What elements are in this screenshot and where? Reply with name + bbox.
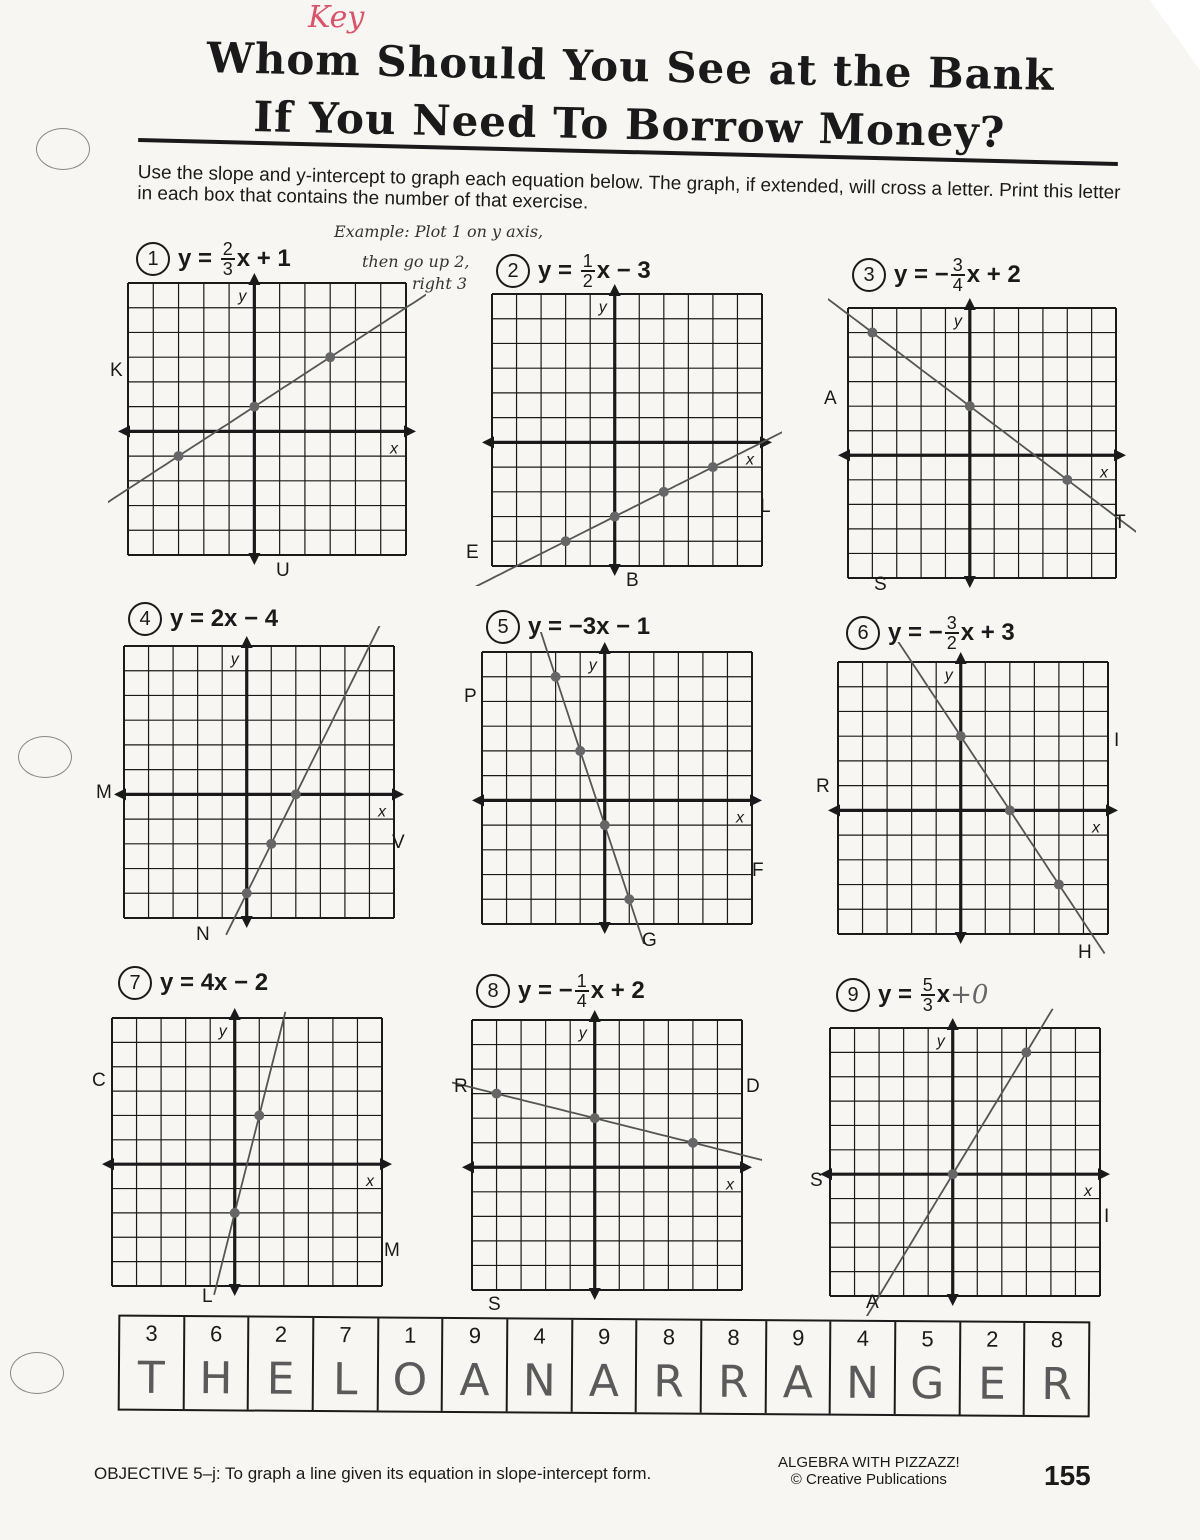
plotted-point (956, 731, 966, 741)
coordinate-grid-7 (92, 998, 402, 1306)
y-axis-arrow (609, 284, 621, 296)
exercise-number: 7 (118, 966, 152, 1000)
publisher-line-1: ALGEBRA WITH PIZZAZZ! (778, 1454, 960, 1471)
fraction-denominator: 2 (946, 633, 957, 653)
answer-box[interactable] (378, 1318, 443, 1410)
torn-corner (1150, 0, 1200, 70)
x-axis-label: x (1092, 819, 1100, 837)
exercise-number: 1 (136, 242, 170, 276)
plotted-point (1054, 880, 1064, 890)
answer-box-number: 5 (921, 1326, 934, 1352)
fraction-denominator: 4 (952, 275, 963, 295)
plotted-point (242, 888, 252, 898)
answer-box[interactable] (702, 1321, 767, 1413)
x-axis-arrow (118, 425, 130, 437)
plotted-point (867, 328, 877, 338)
answer-box[interactable] (572, 1320, 637, 1412)
y-axis-arrow (964, 298, 976, 310)
page-number: 155 (1044, 1460, 1091, 1491)
handwritten-example-line3: right 3 (412, 274, 468, 293)
answer-strip (118, 1315, 1091, 1418)
answer-box-number: 2 (274, 1321, 288, 1347)
y-axis-arrow (599, 642, 611, 654)
answer-box-letter: T (137, 1352, 165, 1404)
y-axis-arrow (241, 916, 253, 928)
instructions: Use the slope and y-intercept to graph each equation below. The graph, if extended, will cross a letter. Print this letter in each box that contains the number of that exercise. (137, 162, 1121, 214)
fraction-numerator: 5 (922, 975, 933, 995)
plotted-point (610, 512, 620, 522)
x-axis-label: x (390, 440, 398, 458)
y-axis-arrow (947, 1018, 959, 1030)
graph-letter: K (110, 360, 123, 381)
fraction-numerator: 1 (576, 971, 587, 991)
graphed-line (474, 428, 783, 587)
x-axis-arrow (462, 1161, 474, 1173)
exercise-number: 9 (836, 978, 870, 1012)
equation-rhs: x + 3 (960, 619, 1015, 646)
answer-box-letter: R (653, 1356, 685, 1408)
answer-box-number: 8 (1050, 1327, 1064, 1353)
graphed-line (108, 288, 426, 509)
answer-box-letter: A (782, 1357, 814, 1409)
plotted-point (561, 536, 571, 546)
equation-lhs: y = (178, 245, 219, 272)
fraction-numerator: 2 (222, 239, 233, 259)
graph-letter: B (626, 570, 639, 591)
answer-box-number: 7 (339, 1322, 352, 1348)
x-axis-arrow (1098, 1168, 1110, 1180)
exercise-number: 6 (846, 616, 880, 650)
plotted-point (492, 1089, 502, 1099)
answer-box-letter: E (977, 1358, 1007, 1410)
x-axis-arrow (380, 1158, 392, 1170)
answer-box-number: 9 (598, 1323, 611, 1350)
answer-box-number: 4 (856, 1325, 870, 1351)
graph-letter: A (824, 388, 837, 409)
plotted-point (1062, 475, 1072, 485)
graph-letter: G (642, 930, 657, 951)
coordinate-grid-2 (472, 271, 782, 586)
graph-letter: E (466, 542, 479, 563)
answer-box-number: 1 (404, 1322, 417, 1348)
graph-letter: P (464, 686, 477, 707)
title-line-2: If You Need To Borrow Money? (252, 92, 1006, 157)
answer-box[interactable] (637, 1320, 702, 1412)
coordinate-grid-8 (452, 1000, 762, 1310)
footer-publisher (778, 1454, 960, 1488)
equation-lhs: y = (878, 981, 919, 1008)
equation-lhs: y = 4x − 2 (160, 969, 269, 996)
answer-box[interactable] (443, 1319, 508, 1411)
graph-letter: L (760, 496, 771, 517)
plotted-point (249, 402, 259, 412)
fraction-denominator: 4 (576, 991, 587, 1011)
graph-letter: R (816, 776, 830, 797)
x-axis-arrow (114, 788, 126, 800)
plotted-point (659, 487, 669, 497)
y-axis-arrow (589, 1010, 601, 1022)
plotted-point (325, 352, 335, 362)
equation-rhs: x − 3 (596, 257, 651, 284)
answer-box-letter: O (392, 1354, 428, 1406)
answer-box-number: 3 (145, 1320, 158, 1346)
fraction-numerator: 3 (952, 255, 963, 275)
exercise-number: 8 (476, 974, 510, 1008)
answer-box[interactable] (184, 1317, 249, 1409)
punch-hole (18, 736, 72, 778)
y-axis-arrow (241, 636, 253, 648)
answer-box[interactable] (314, 1318, 379, 1410)
equation-lhs: y = −3x − 1 (528, 613, 651, 640)
x-axis-arrow (740, 1161, 752, 1173)
equation-lhs: y = − (518, 977, 573, 1004)
answer-box-letter: E (266, 1353, 295, 1405)
answer-box[interactable] (766, 1321, 831, 1413)
answer-box[interactable] (831, 1322, 896, 1414)
fraction-numerator: 3 (946, 613, 957, 633)
x-axis-label: x (746, 451, 754, 469)
x-axis-arrow (828, 804, 840, 816)
graph-letter: I (1104, 1206, 1110, 1227)
answer-box[interactable] (249, 1318, 314, 1410)
graphed-line (214, 1012, 285, 1295)
x-axis-label: x (1100, 464, 1108, 482)
x-axis-arrow (1106, 804, 1118, 816)
answer-box-number: 9 (468, 1323, 482, 1349)
fraction-denominator: 3 (922, 995, 933, 1015)
answer-box-number: 6 (210, 1321, 223, 1347)
plotted-point (174, 451, 184, 461)
plotted-point (551, 672, 561, 682)
handwritten-example-line1: Example: Plot 1 on y axis, (334, 222, 544, 241)
plotted-point (575, 746, 585, 756)
equation-rhs: x + 2 (966, 261, 1021, 288)
exercise-7-label (118, 966, 268, 1000)
graph-letter: R (454, 1076, 468, 1097)
plotted-point (291, 789, 301, 799)
equation (160, 969, 268, 997)
y-axis-arrow (248, 273, 260, 285)
answer-box-letter: R (1041, 1359, 1073, 1411)
x-axis-label: x (378, 803, 386, 821)
answer-box-number: 2 (986, 1326, 999, 1352)
plotted-point (965, 401, 975, 411)
equation-lhs: y = 2x − 4 (170, 605, 279, 632)
fraction-denominator: 2 (582, 271, 593, 291)
fraction-denominator: 3 (222, 259, 233, 279)
answer-box-letter: N (845, 1357, 880, 1409)
answer-box-letter: A (588, 1355, 620, 1408)
exercise-number: 4 (128, 602, 162, 636)
graph-letter: I (1114, 730, 1120, 751)
graphed-line (226, 626, 380, 935)
y-axis-label: y (578, 1025, 587, 1042)
x-axis-arrow (102, 1158, 114, 1170)
answer-box-letter: N (522, 1355, 556, 1407)
graph-letter: F (752, 860, 764, 881)
x-axis-label: x (736, 809, 744, 827)
coordinate-grid-9 (810, 1008, 1120, 1316)
plotted-point (266, 839, 276, 849)
answer-box-letter: R (717, 1356, 749, 1409)
y-axis-arrow (955, 652, 967, 664)
y-axis-label: y (944, 667, 953, 684)
x-axis-label: x (726, 1176, 734, 1194)
plotted-point (948, 1169, 958, 1179)
handwritten-example-line2: then go up 2, (362, 252, 470, 271)
handwritten-intercept: +0 (950, 980, 989, 1010)
answer-box-letter: L (332, 1354, 358, 1406)
x-axis-arrow (482, 436, 494, 448)
equation-lhs: y = (538, 257, 579, 284)
answer-box[interactable] (1025, 1323, 1088, 1415)
exercise-number: 5 (486, 610, 520, 644)
graph-letter: M (384, 1240, 400, 1261)
x-axis-arrow (404, 425, 416, 437)
punch-hole (10, 1352, 64, 1394)
equation-lhs: y = − (894, 261, 949, 288)
graph-letter: S (488, 1294, 501, 1315)
y-axis-arrow (248, 553, 260, 565)
answer-box-number: 8 (727, 1324, 740, 1350)
graph-letter: A (866, 1292, 879, 1313)
y-axis-arrow (229, 1008, 241, 1020)
equation-lhs: y = − (888, 619, 943, 646)
plotted-point (230, 1208, 240, 1218)
y-axis-arrow (229, 1284, 241, 1296)
y-axis-arrow (955, 932, 967, 944)
graph-letter: D (746, 1076, 760, 1097)
coordinate-grid-1 (108, 263, 426, 575)
y-axis-label: y (936, 1033, 945, 1050)
answer-box-number: 8 (662, 1324, 676, 1350)
x-axis-label: x (1084, 1183, 1092, 1201)
answer-box[interactable] (960, 1322, 1025, 1414)
title-line-1: Whom Should You See at the Bank (206, 33, 1055, 100)
y-axis-arrow (609, 564, 621, 576)
answer-box[interactable] (896, 1322, 961, 1414)
graph-letter: S (810, 1170, 823, 1191)
y-axis-arrow (589, 1288, 601, 1300)
graph-letter: C (92, 1070, 106, 1091)
exercise-number: 2 (496, 254, 530, 288)
x-axis-arrow (750, 794, 762, 806)
answer-box-number: 9 (792, 1325, 805, 1351)
coordinate-grid-3 (828, 288, 1136, 598)
graph-letter: H (1078, 942, 1092, 963)
y-axis-label: y (953, 313, 962, 330)
plotted-point (688, 1138, 698, 1148)
punch-hole (36, 128, 90, 170)
x-axis-arrow (838, 449, 850, 461)
footer-objective: OBJECTIVE 5–j: To graph a line given its equation in slope-intercept form. (94, 1464, 652, 1483)
plotted-point (708, 462, 718, 472)
equation-rhs: x + 2 (590, 977, 645, 1004)
y-axis-arrow (947, 1294, 959, 1306)
plotted-point (624, 894, 634, 904)
y-axis-label: y (218, 1023, 227, 1040)
y-axis-arrow (599, 922, 611, 934)
coordinate-grid-5 (462, 632, 772, 944)
plotted-point (254, 1110, 264, 1120)
graph-letter: L (202, 1286, 213, 1307)
coordinate-grid-4 (104, 626, 414, 938)
y-axis-label: y (588, 657, 597, 674)
publisher-line-2: © Creative Publications (790, 1471, 947, 1488)
plotted-point (590, 1113, 600, 1123)
graph-letter: T (1114, 512, 1126, 533)
handwritten-key-note: Key (308, 0, 365, 35)
plotted-point (600, 820, 610, 830)
y-axis-label: y (238, 288, 247, 305)
graph-letter: V (392, 832, 405, 853)
x-axis-arrow (1114, 449, 1126, 461)
y-axis-arrow (964, 576, 976, 588)
answer-box-letter: H (199, 1353, 233, 1405)
plotted-point (1021, 1047, 1031, 1057)
y-axis-label: y (598, 299, 607, 316)
exercise-number: 3 (852, 258, 886, 292)
answer-box-letter: A (459, 1354, 490, 1407)
answer-box[interactable] (120, 1317, 185, 1409)
x-axis-arrow (472, 794, 484, 806)
answer-box[interactable] (508, 1319, 573, 1411)
graph-letter: M (96, 782, 112, 803)
answer-box-letter: G (910, 1358, 945, 1410)
graph-letter: U (276, 560, 290, 581)
plotted-point (1005, 805, 1015, 815)
x-axis-label: x (366, 1173, 374, 1191)
equation-rhs: x + 1 (236, 245, 291, 272)
fraction-numerator: 1 (582, 251, 593, 271)
x-axis-arrow (392, 788, 404, 800)
graph-letter: S (874, 574, 887, 595)
graph-letter: N (196, 924, 210, 945)
answer-box-number: 4 (533, 1323, 546, 1349)
equation-rhs: x (936, 981, 951, 1008)
y-axis-label: y (230, 651, 239, 668)
graphed-line (896, 642, 1104, 954)
coordinate-grid-6 (818, 642, 1128, 954)
